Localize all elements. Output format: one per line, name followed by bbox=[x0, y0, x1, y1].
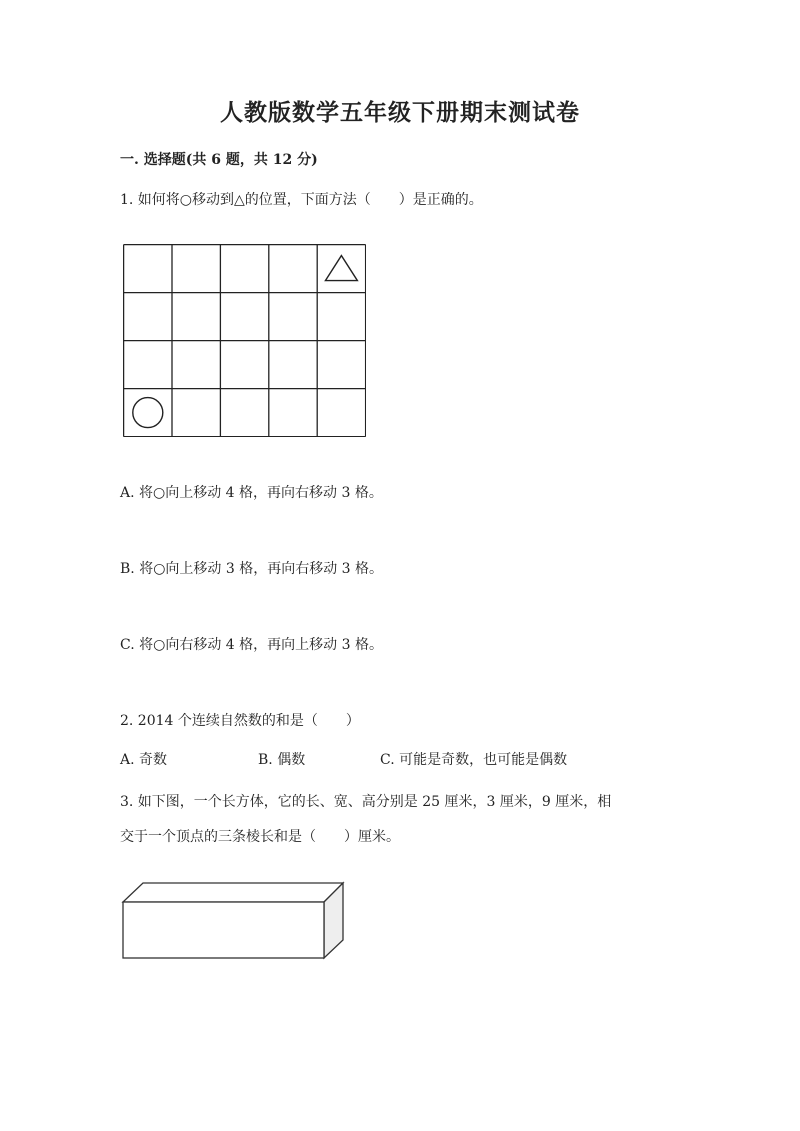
question-1-option-b[interactable]: B. 将○向上移动 3 格，再向右移动 3 格。 bbox=[120, 561, 384, 577]
triangle-shape bbox=[325, 256, 357, 281]
question-3-cuboid-figure bbox=[121, 880, 346, 962]
question-3-stem-line-1: 3. 如下图，一个长方体，它的长、宽、高分别是 25 厘米，3 厘米，9 厘米，相 bbox=[120, 794, 612, 810]
circle-shape bbox=[133, 398, 163, 428]
question-2-option-a[interactable]: A. 奇数 bbox=[120, 752, 168, 768]
question-3-stem-line-2: 交于一个顶点的三条棱长和是（ ）厘米。 bbox=[120, 829, 400, 845]
question-2-option-c[interactable]: C. 可能是奇数，也可能是偶数 bbox=[380, 752, 568, 768]
question-1-option-a[interactable]: A. 将○向上移动 4 格，再向右移动 3 格。 bbox=[120, 485, 383, 501]
question-1-option-c[interactable]: C. 将○向右移动 4 格，再向上移动 3 格。 bbox=[120, 637, 383, 653]
question-1-stem: 1. 如何将○移动到△的位置，下面方法（ ）是正确的。 bbox=[120, 192, 483, 208]
cuboid-top-face bbox=[123, 883, 343, 902]
page-title: 人教版数学五年级下册期末测试卷 bbox=[220, 99, 580, 126]
question-2-option-b[interactable]: B. 偶数 bbox=[258, 752, 306, 768]
section-heading: 一. 选择题(共 6 题，共 12 分) bbox=[120, 152, 318, 168]
cuboid-front-face bbox=[123, 902, 324, 958]
question-2-stem: 2. 2014 个连续自然数的和是（ ） bbox=[120, 713, 360, 729]
question-1-grid-figure bbox=[123, 244, 366, 437]
